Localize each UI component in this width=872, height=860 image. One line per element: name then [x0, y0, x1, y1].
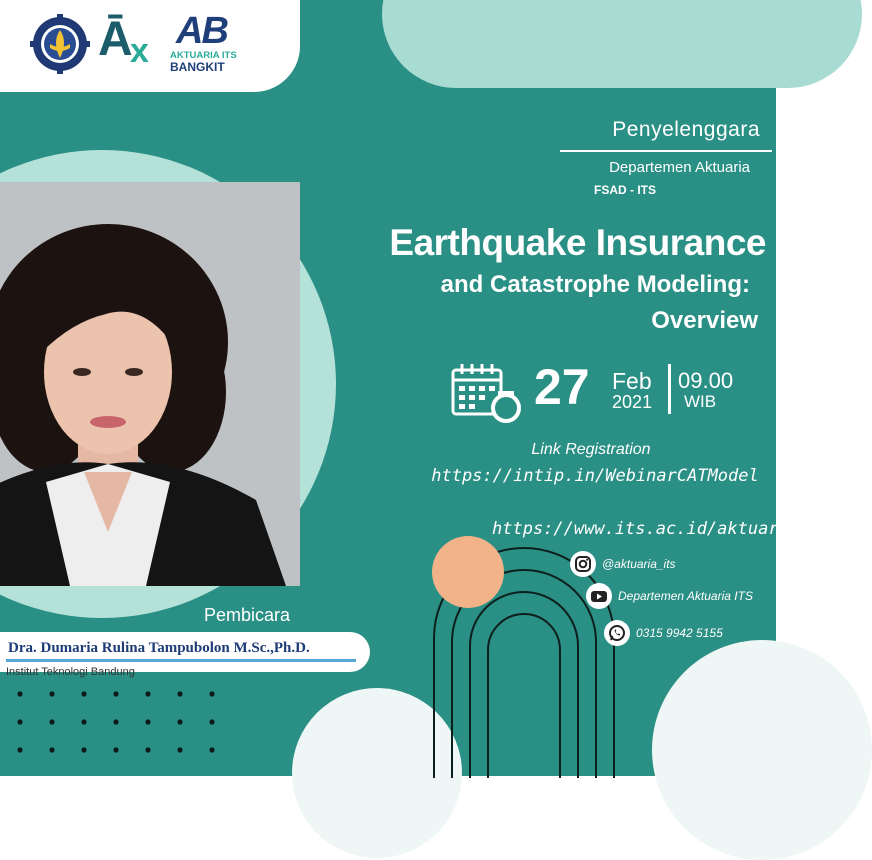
- speaker-photo-illustration: [0, 182, 300, 586]
- ax-logo-letter: Ā: [98, 13, 133, 66]
- instagram-handle: @aktuaria_its: [602, 557, 676, 571]
- event-time: 09.00: [678, 368, 734, 393]
- date-time-divider: [668, 364, 671, 414]
- top-decorative-pill: [382, 0, 862, 88]
- youtube-contact[interactable]: [586, 583, 753, 609]
- event-day: 27: [534, 359, 590, 415]
- organizer-faculty: FSAD - ITS: [594, 183, 656, 197]
- instagram-icon: [570, 551, 596, 577]
- speaker-name: Dra. Dumaria Rulina Tampubolon M.Sc.,Ph.D.: [8, 640, 310, 656]
- bottom-decorative-circle-right: [652, 640, 872, 860]
- ab-logo-line2: BANGKIT: [170, 60, 225, 74]
- instagram-contact[interactable]: [570, 551, 676, 577]
- event-year: 2021: [612, 392, 653, 412]
- speaker-institution: Institut Teknologi Bandung: [6, 666, 135, 678]
- whatsapp-number: 0315 9942 5155: [636, 626, 723, 640]
- website-link[interactable]: https://www.its.ac.id/aktuaria/: [492, 519, 810, 539]
- event-month: Feb: [612, 368, 652, 394]
- its-logo: [30, 14, 90, 74]
- ab-logo-line1: AKTUARIA ITS: [170, 50, 237, 61]
- registration-label: Link Registration: [531, 441, 651, 458]
- speaker-label: Pembicara: [204, 605, 291, 625]
- event-title-line2: and Catastrophe Modeling:: [440, 271, 750, 298]
- aktuaria-ax-logo: [96, 14, 160, 76]
- organizer-divider: [560, 150, 772, 152]
- dot-pattern: [14, 682, 254, 776]
- event-title-line1: Earthquake Insurance: [389, 222, 766, 263]
- whatsapp-icon: [604, 620, 630, 646]
- youtube-channel: Departemen Aktuaria ITS: [618, 589, 753, 603]
- ax-logo-x: x: [130, 32, 149, 70]
- aktuaria-its-bangkit-logo: [168, 10, 264, 76]
- organizer-label: Penyelenggara: [612, 118, 760, 141]
- orange-accent-circle: [432, 536, 504, 608]
- whatsapp-contact[interactable]: [604, 620, 723, 646]
- registration-link[interactable]: https://intip.in/WebinarCATModel: [431, 466, 759, 486]
- speaker-name-underline: [6, 659, 356, 662]
- speaker-photo: [0, 182, 300, 586]
- ab-logo-monogram: AB: [176, 10, 227, 52]
- event-title-line3: Overview: [651, 307, 758, 334]
- event-timezone: WIB: [684, 392, 717, 411]
- youtube-icon: [586, 583, 612, 609]
- calendar-icon: [450, 362, 524, 424]
- organizer-department: Departemen Aktuaria: [609, 159, 750, 176]
